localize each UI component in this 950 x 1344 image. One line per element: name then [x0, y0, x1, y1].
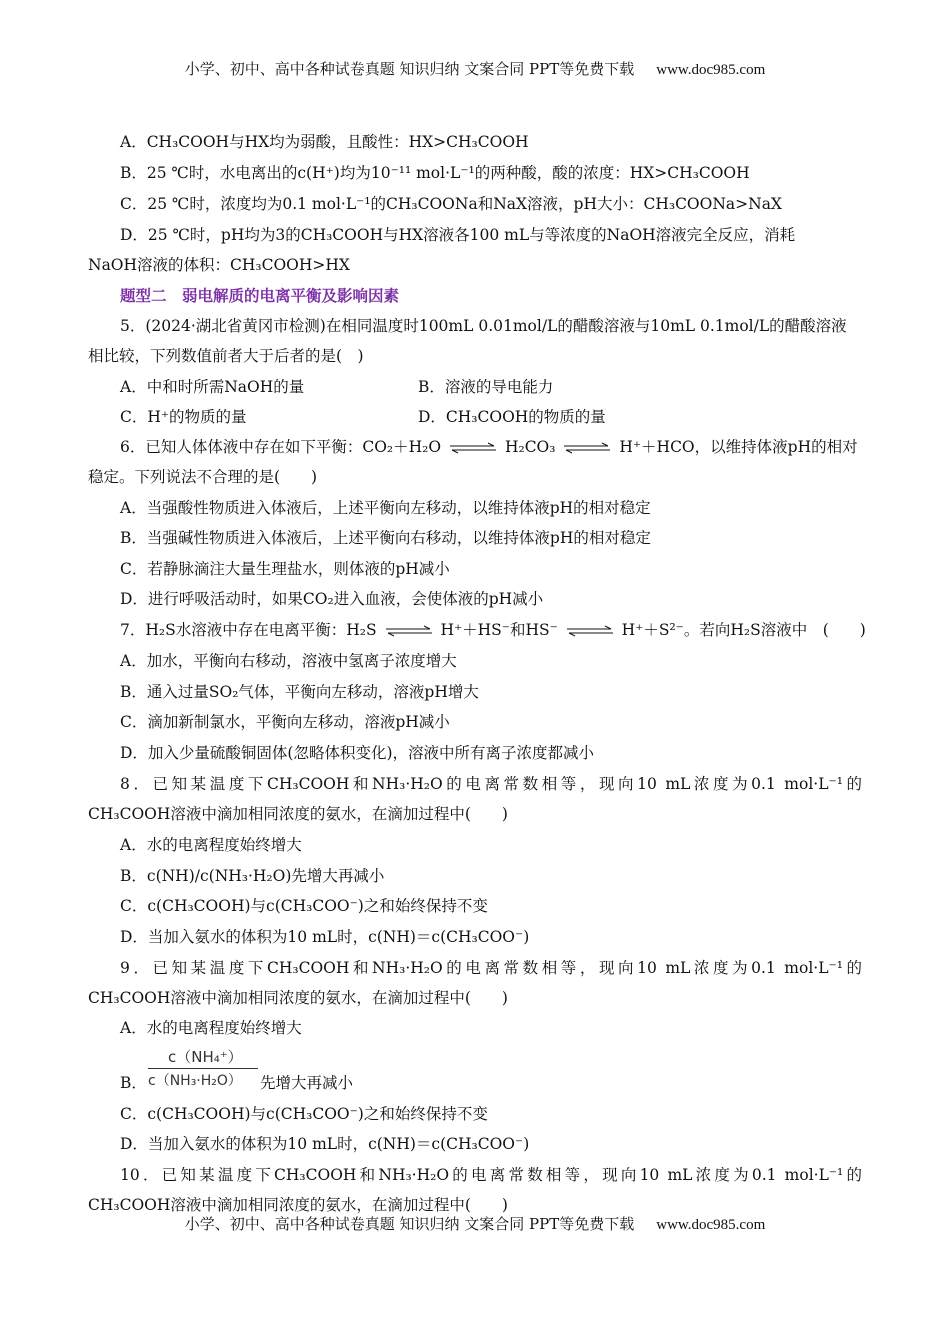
q5-option-b: B．溶液的导电能力	[418, 378, 554, 396]
q4-option-d-line2: NaOH溶液的体积：CH₃COOH>HX	[88, 256, 350, 274]
q9-option-b-suffix: 先增大再减小	[260, 1074, 354, 1092]
equilibrium-arrow-icon	[562, 442, 612, 454]
q9-option-a: A．水的电离程度始终增大	[120, 1019, 302, 1037]
q5-option-a: A．中和时所需NaOH的量	[120, 378, 305, 396]
q6-option-b: B．当强碱性物质进入体液后，上述平衡向右移动，以维持体液pH的相对稳定	[120, 529, 651, 547]
q7-stem-mid: H⁺＋HS⁻和HS⁻	[440, 621, 558, 639]
q7-stem	[120, 620, 866, 640]
q9-stem-line2: CH₃COOH溶液中滴加相同浓度的氨水，在滴加过程中( )	[88, 989, 508, 1007]
header-banner-text: 小学、初中、高中各种试卷真题 知识归纳 文案合同 PPT等免费下载	[184, 60, 635, 78]
footer-banner-url[interactable]: www.doc985.com	[656, 1217, 766, 1233]
q6-option-a: A．当强酸性物质进入体液后，上述平衡向左移动，以维持体液pH的相对稳定	[120, 499, 651, 517]
q6-option-d: D．进行呼吸活动时，如果CO₂进入血液，会使体液的pH减小	[120, 590, 544, 608]
q10-stem-line2: CH₃COOH溶液中滴加相同浓度的氨水，在滴加过程中( )	[88, 1196, 508, 1214]
q7-option-b: B．通入过量SO₂气体，平衡向左移动，溶液pH增大	[120, 683, 479, 701]
q4-option-c: C．25 ℃时，浓度均为0.1 mol·L⁻¹的CH₃COONa和NaX溶液，pH大小：CH₃COONa>NaX	[120, 195, 782, 213]
footer-banner	[0, 1213, 950, 1234]
q6-option-c: C．若静脉滴注大量生理盐水，则体液的pH减小	[120, 560, 450, 578]
q9-option-d: D．当加入氨水的体积为10 mL时，c(NH)＝c(CH₃COO⁻)	[120, 1135, 530, 1153]
q9-option-b-prefix: B．	[120, 1074, 147, 1092]
header-banner-url[interactable]: www.doc985.com	[656, 62, 766, 78]
q8-stem-line1: 8．已知某温度下CH₃COOH和NH₃·H₂O的电离常数相等，现向10 mL浓度为0.1 mol·L⁻¹的	[120, 775, 862, 793]
q9-option-b-fraction	[148, 1046, 258, 1092]
q7-option-c: C．滴加新制氯水，平衡向左移动，溶液pH减小	[120, 713, 450, 731]
q6-stem-line2: 稳定。下列说法不合理的是( )	[88, 468, 318, 486]
q8-option-a: A．水的电离程度始终增大	[120, 836, 302, 854]
q6-stem-mid: H₂CO₃	[504, 438, 556, 456]
q7-option-d: D．加入少量硫酸铜固体(忽略体积变化)，溶液中所有离子浓度都减小	[120, 744, 595, 762]
q4-option-d-line1: D．25 ℃时，pH均为3的CH₃COOH与HX溶液各100 mL与等浓度的NaOH溶液完全反应，消耗	[120, 226, 796, 244]
q8-stem-line2: CH₃COOH溶液中滴加相同浓度的氨水，在滴加过程中( )	[88, 805, 508, 823]
fraction-numerator: c（NH₄⁺）	[168, 1048, 243, 1066]
q7-stem-post: H⁺＋S²⁻。若向H₂S溶液中 ( )	[621, 621, 866, 639]
fraction-denominator: c（NH₃·H₂O）	[148, 1073, 242, 1089]
q4-option-b: B．25 ℃时，水电离出的c(H⁺)均为10⁻¹¹ mol·L⁻¹的两种酸，酸的浓度：HX>CH₃COOH	[120, 164, 750, 182]
section-heading: 题型二 弱电解质的电离平衡及影响因素	[120, 286, 400, 305]
q5-stem-line1: 5．(2024·湖北省黄冈市检测)在相同温度时100mL 0.01mol/L的醋酸溶液与10mL 0.1mol/L的醋酸溶液	[120, 317, 847, 335]
q8-option-d: D．当加入氨水的体积为10 mL时，c(NH)＝c(CH₃COO⁻)	[120, 928, 530, 946]
q9-stem-line1: 9．已知某温度下CH₃COOH和NH₃·H₂O的电离常数相等，现向10 mL浓度为0.1 mol·L⁻¹的	[120, 959, 862, 977]
q10-stem-line1: 10．已知某温度下CH₃COOH和NH₃·H₂O的电离常数相等，现向10 mL浓度为0.1 mol·L⁻¹的	[120, 1166, 862, 1184]
q6-stem-line1	[120, 437, 858, 457]
footer-banner-text: 小学、初中、高中各种试卷真题 知识归纳 文案合同 PPT等免费下载	[184, 1215, 635, 1233]
q9-option-c: C．c(CH₃COOH)与c(CH₃COO⁻)之和始终保持不变	[120, 1105, 488, 1123]
header-banner	[0, 58, 950, 79]
q4-option-a: A．CH₃COOH与HX均为弱酸，且酸性：HX>CH₃COOH	[120, 133, 529, 151]
q8-option-c: C．c(CH₃COOH)与c(CH₃COO⁻)之和始终保持不变	[120, 897, 488, 915]
q6-stem-post: H⁺＋HCO，以维持体液pH的相对	[619, 438, 858, 456]
equilibrium-arrow-icon	[448, 442, 498, 454]
q5-option-c: C．H⁺的物质的量	[120, 408, 247, 426]
q8-option-b: B．c(NH)/c(NH₃·H₂O)先增大再减小	[120, 867, 385, 885]
q5-stem-line2: 相比较，下列数值前者大于后者的是( )	[88, 347, 364, 365]
q7-stem-pre: 7．H₂S水溶液中存在电离平衡：H₂S	[120, 621, 377, 639]
equilibrium-arrow-icon	[565, 625, 615, 637]
q5-option-d: D．CH₃COOH的物质的量	[418, 408, 606, 426]
q7-option-a: A．加水，平衡向右移动，溶液中氢离子浓度增大	[120, 652, 457, 670]
q6-stem-pre: 6．已知人体体液中存在如下平衡：CO₂＋H₂O	[120, 438, 442, 456]
fraction-bar	[148, 1068, 258, 1069]
equilibrium-arrow-icon	[384, 625, 434, 637]
